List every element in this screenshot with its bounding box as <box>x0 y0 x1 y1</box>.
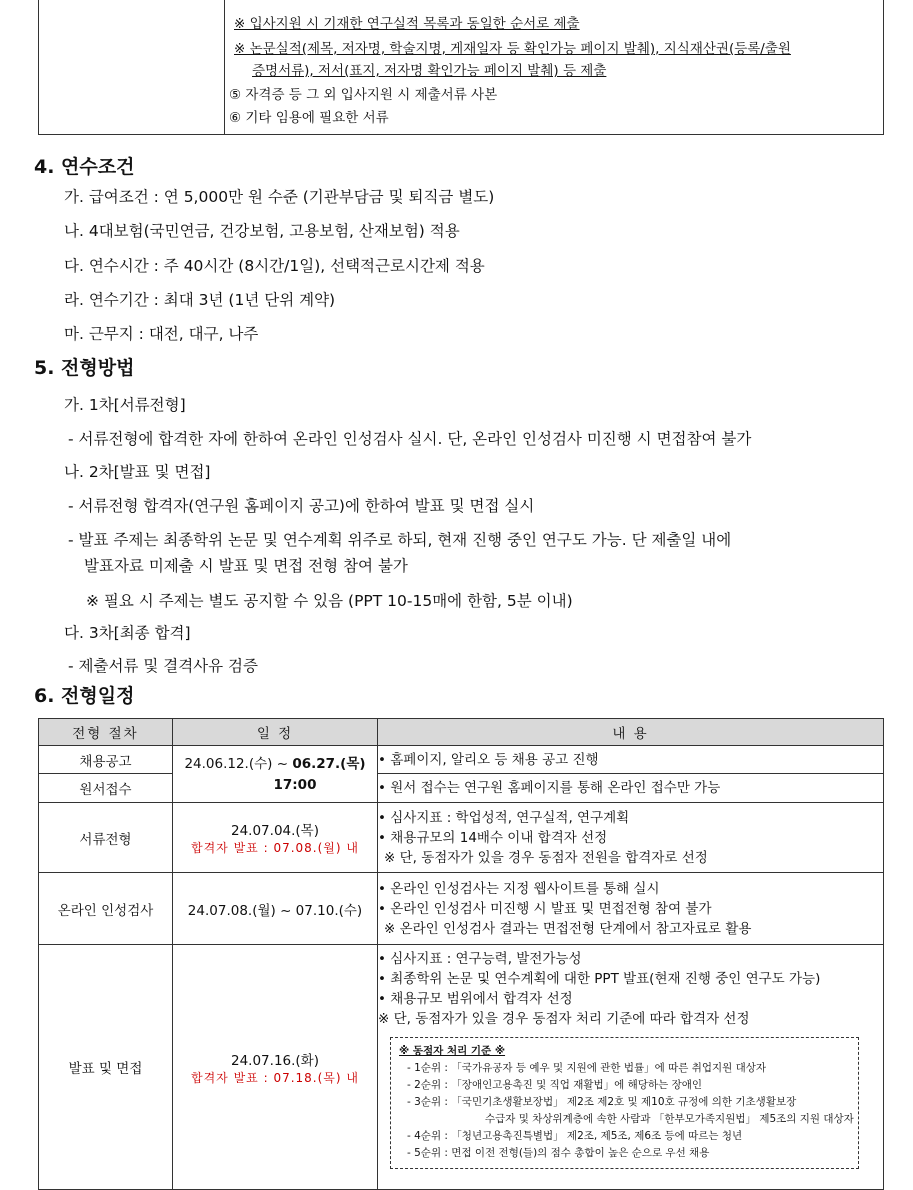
step-online: 온라인 인성검사 <box>39 873 173 945</box>
note-papers-cont: 증명서류), 저서(표지, 저자명 확인가능 페이지 발췌) 등 제출 <box>252 63 607 79</box>
section-5-title: 5. 전형방법 <box>34 357 135 379</box>
stage3-desc: - 제출서류 및 결격사유 검증 <box>68 657 259 675</box>
tie-criteria-box <box>390 1037 859 1169</box>
tie-rank-3-cont: 수급자 및 차상위계층에 속한 사람과 「한부모가족지원법」 제5조의 지원 대상자 <box>485 1113 854 1125</box>
content-notice: • 홈페이지, 알리오 등 채용 공고 진행 <box>378 746 884 774</box>
content-online <box>378 873 884 945</box>
date-interview-value: 24.07.16.(화) <box>231 1052 319 1069</box>
online-required: • 온라인 인성검사 미진행 시 발표 및 면접전형 참여 불가 <box>378 900 712 917</box>
stage2-note: ※ 필요 시 주제는 별도 공지할 수 있음 (PPT 10-15매에 한함, 5분 이내) <box>86 592 573 610</box>
date-doc-value: 24.07.04.(목) <box>231 823 319 839</box>
interview-scale: • 채용규모 범위에서 합격자 선정 <box>378 991 573 1007</box>
header-step: 전형 절차 <box>39 719 173 746</box>
header-date: 일 정 <box>173 719 378 746</box>
stage3-title: 다. 3차[최종 합격] <box>64 624 191 642</box>
stage2-desc2-cont: 발표자료 미제출 시 발표 및 면접 전형 참여 불가 <box>84 557 408 575</box>
tie-rank-5: - 5순위 : 면접 이전 전형(들)의 점수 총합이 높은 순으로 우선 채용 <box>407 1147 710 1159</box>
table-row <box>39 803 884 873</box>
stage2-desc2: - 발표 주제는 최종학위 논문 및 연수계획 위주로 하되, 현재 진행 중인 연구도 가능. 단 제출일 내에 <box>68 531 732 549</box>
step-interview: 발표 및 면접 <box>39 945 173 1190</box>
note-papers: ※ 논문실적(제목, 저자명, 학술지명, 게재일자 등 확인가능 페이지 발췌), 지식재산권(등록/출원 <box>234 41 791 57</box>
step-notice: 채용공고 <box>39 746 173 774</box>
header-content: 내 용 <box>378 719 884 746</box>
item-other-docs: ⑥ 기타 임용에 필요한 서류 <box>229 110 389 126</box>
date-online: 24.07.08.(월) ~ 07.10.(수) <box>173 873 378 945</box>
tie-rank-4: - 4순위 : 「청년고용촉진특별법」 제2조, 제5조, 제6조 등에 따르는 청년 <box>407 1130 743 1142</box>
date-notice-apply-time: 17:00 <box>273 777 317 793</box>
schedule-table <box>38 718 884 1190</box>
step-apply: 원서접수 <box>39 774 173 803</box>
table-row <box>39 873 884 945</box>
online-reference: ※ 온라인 인성검사 결과는 면접전형 단계에서 참고자료로 활용 <box>384 920 752 937</box>
item-certificates: ⑤ 자격증 등 그 외 입사지원 시 제출서류 사본 <box>229 87 498 103</box>
content-interview <box>378 945 884 1190</box>
condition-hours: 다. 연수시간 : 주 40시간 (8시간/1일), 선택적근로시간제 적용 <box>64 257 485 275</box>
interview-ppt: • 최종학위 논문 및 연수계획에 대한 PPT 발표(현재 진행 중인 연구도 가능) <box>378 971 821 987</box>
table-header-row <box>39 719 884 746</box>
box-divider <box>224 0 225 134</box>
interview-criteria: • 심사지표 : 연구능력, 발전가능성 <box>378 951 582 967</box>
date-notice-apply-start: 24.06.12.(수) ~ <box>184 756 293 772</box>
note-order: ※ 입사지원 시 기재한 연구실적 목록과 동일한 순서로 제출 <box>234 16 580 32</box>
date-doc <box>173 803 378 873</box>
online-site: • 온라인 인성검사는 지정 웹사이트를 통해 실시 <box>378 880 660 897</box>
condition-insurance: 나. 4대보험(국민연금, 건강보험, 고용보험, 산재보험) 적용 <box>64 222 460 240</box>
table-row <box>39 945 884 1190</box>
condition-period: 라. 연수기간 : 최대 3년 (1년 단위 계약) <box>64 291 336 309</box>
tie-rank-1: - 1순위 : 「국가유공자 등 예우 및 지원에 관한 법률」에 따른 취업지원 대상자 <box>407 1062 767 1074</box>
date-interview <box>173 945 378 1190</box>
interview-pass-announce: 합격자 발표 : 07.18.(목) 내 <box>191 1070 359 1085</box>
condition-salary: 가. 급여조건 : 연 5,000만 원 수준 (기관부담금 및 퇴직금 별도) <box>64 188 495 206</box>
content-apply: • 원서 접수는 연구원 홈페이지를 통해 온라인 접수만 가능 <box>378 774 884 803</box>
table-row <box>39 746 884 774</box>
content-doc <box>378 803 884 873</box>
step-doc: 서류전형 <box>39 803 173 873</box>
table-row <box>39 774 884 803</box>
interview-tie-note: ※ 단, 동점자가 있을 경우 동점자 처리 기준에 따라 합격자 선정 <box>378 1011 750 1027</box>
tie-criteria-title: ※ 동점자 처리 기준 ※ <box>399 1045 506 1057</box>
date-notice-apply <box>173 746 378 803</box>
date-notice-apply-end: 06.27.(목) <box>292 756 366 772</box>
section-6-title: 6. 전형일정 <box>34 685 135 707</box>
top-continuation-box <box>38 0 884 135</box>
stage2-title: 나. 2차[발표 및 면접] <box>64 463 211 481</box>
tie-rank-3: - 3순위 : 「국민기초생활보장법」 제2조 제2호 및 제10호 규정에 의한 기초생활보장 <box>407 1096 797 1108</box>
tie-rank-2: - 2순위 : 「장애인고용촉진 및 직업 재활법」에 해당하는 장애인 <box>407 1079 702 1091</box>
doc-criteria: • 심사지표 : 학업성적, 연구실적, 연구계획 <box>378 809 630 826</box>
condition-location: 마. 근무지 : 대전, 대구, 나주 <box>64 325 259 343</box>
stage1-desc: - 서류전형에 합격한 자에 한하여 온라인 인성검사 실시. 단, 온라인 인성검사 미진행 시 면접참여 불가 <box>68 430 752 448</box>
doc-scale: • 채용규모의 14배수 이내 합격자 선정 <box>378 829 608 846</box>
section-4-title: 4. 연수조건 <box>34 156 135 178</box>
stage1-title: 가. 1차[서류전형] <box>64 396 186 414</box>
doc-tie-note: ※ 단, 동점자가 있을 경우 동점자 전원을 합격자로 선정 <box>384 849 708 866</box>
doc-pass-announce: 합격자 발표 : 07.08.(월) 내 <box>191 841 359 855</box>
stage2-desc1: - 서류전형 합격자(연구원 홈페이지 공고)에 한하여 발표 및 면접 실시 <box>68 497 535 515</box>
